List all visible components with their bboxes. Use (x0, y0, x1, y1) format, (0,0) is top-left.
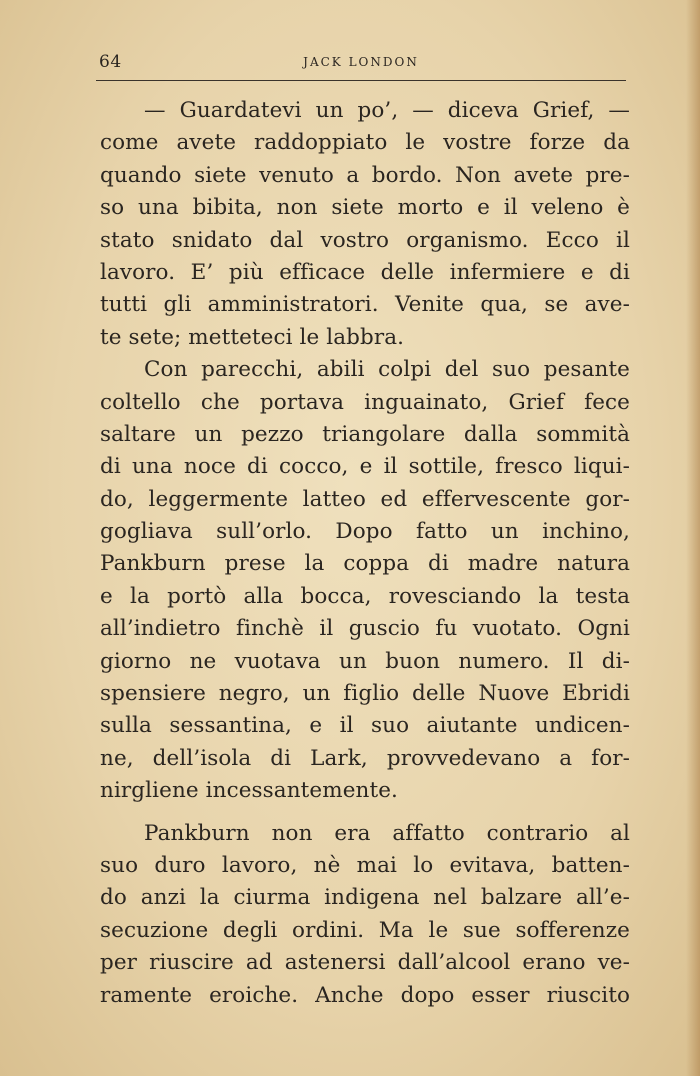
text-line: — Guardatevi un po’, — diceva Grief, — (144, 98, 630, 123)
text-line: coltello che portava inguainato, Grief fece (100, 389, 630, 415)
text-line: Con parecchi, abili colpi del suo pesante (144, 357, 630, 383)
text-line: per riuscire ad astenersi dall’alcool erano ve- (100, 950, 630, 976)
text-line: do, leggermente latteo ed effervescente gor- (100, 486, 630, 512)
text-line: giorno ne vuotava un buon numero. Il di- (100, 648, 630, 674)
page-number: 64 (99, 52, 122, 72)
text-line: stato snidato dal vostro organismo. Ecco il (100, 227, 630, 253)
text-line: tutti gli amministratori. Venite qua, se ave- (100, 292, 630, 318)
paragraph-3 (100, 818, 630, 1012)
text-line: quando siete venuto a bordo. Non avete pre- (100, 162, 630, 188)
body-text (100, 95, 630, 1012)
text-line: saltare un pezzo triangolare dalla sommità (100, 421, 630, 447)
text-line: so una bibita, non siete morto e il veleno è (100, 195, 630, 221)
text-line: te sete; metteteci le labbra. (100, 324, 405, 350)
text-line: Pankburn prese la coppa di madre natura (100, 551, 630, 577)
text-line: e la portò alla bocca, rovesciando la testa (100, 583, 630, 609)
text-line: do anzi la ciurma indigena nel balzare all’e- (100, 885, 630, 911)
running-title: JACK LONDON (303, 55, 419, 69)
text-line: suo duro lavoro, nè mai lo evitava, batten- (100, 852, 630, 878)
text-line: ramente eroiche. Anche dopo esser riuscito (100, 982, 630, 1008)
text-line: Pankburn non era affatto contrario al (144, 820, 630, 846)
text-line: di una noce di cocco, e il sottile, fresco liqui- (100, 454, 630, 480)
paragraph-1 (100, 95, 630, 354)
text-line: lavoro. E’ più efficace delle infermiere e di (100, 259, 630, 285)
text-line: nirgliene incessantemente. (100, 778, 398, 804)
text-line: spensiere negro, un figlio delle Nuove Ebridi (100, 681, 630, 707)
paragraph-2 (100, 354, 630, 807)
text-line: gogliava sull’orlo. Dopo fatto un inchino, (100, 519, 630, 545)
text-line: sulla sessantina, e il suo aiutante undicen- (100, 713, 630, 739)
text-line: all’indietro finchè il guscio fu vuotato. Ogni (100, 616, 630, 642)
page-header (96, 52, 626, 78)
page-edge-shadow (686, 0, 700, 1076)
header-rule (96, 80, 626, 81)
text-line: ne, dell’isola di Lark, provvedevano a for- (100, 745, 630, 771)
text-line: secuzione degli ordini. Ma le sue sofferenze (100, 917, 630, 943)
text-line: come avete raddoppiato le vostre forze da (100, 130, 630, 156)
